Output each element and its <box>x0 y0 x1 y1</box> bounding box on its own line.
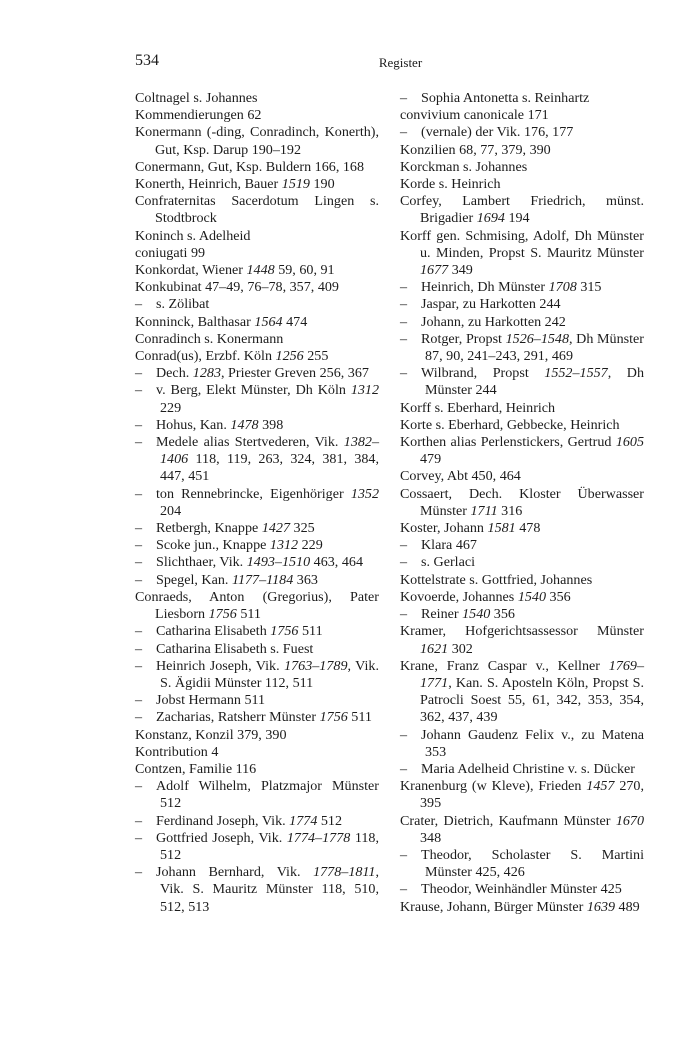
subentry-dash: – <box>135 554 143 571</box>
index-subentry <box>400 537 644 554</box>
entry-text: , Vik. S. Mauritz Münster 118, 510, 512, 513 <box>160 864 379 915</box>
entry-year: 1564 <box>254 313 283 330</box>
index-subentry <box>135 554 379 571</box>
subentry-dash: – <box>135 537 143 554</box>
entry-text: Koster, Johann <box>400 520 488 537</box>
entry-text: 511 <box>298 623 323 640</box>
index-subentry <box>135 692 379 709</box>
index-entry <box>135 228 379 245</box>
subentry-dash: – <box>135 829 143 846</box>
index-subentry <box>135 778 379 812</box>
entry-text: 348 <box>420 829 442 846</box>
entry-text: 511 <box>347 709 372 726</box>
entry-text: Konkubinat 47–49, 76–78, 357, 409 <box>135 279 339 296</box>
index-subentry <box>135 365 379 382</box>
entry-year: 1519 <box>281 176 310 193</box>
index-entry <box>400 778 644 812</box>
entry-text: 204 <box>160 502 182 519</box>
subentry-dash: – <box>400 296 408 313</box>
entry-text: Konninck, Balthasar <box>135 313 255 330</box>
entry-year: 1581 <box>487 520 516 537</box>
index-subentry <box>400 554 644 571</box>
entry-text: Contzen, Familie 116 <box>135 760 257 777</box>
entry-text: Kontribution 4 <box>135 743 219 760</box>
index-subentry <box>400 847 644 881</box>
entry-text: Jobst Hermann 511 <box>156 692 266 709</box>
entry-text: 229 <box>298 537 323 554</box>
index-entry <box>135 262 379 279</box>
index-subentry <box>135 641 379 658</box>
entry-year: 1763–1789 <box>284 657 348 674</box>
entry-year: 1457 <box>586 778 615 795</box>
subentry-dash: – <box>400 726 408 743</box>
entry-text: , Kan. S. Aposteln Köln, Propst S. Patrocli Soest 55, 61, 342, 353, 354, 362, 437, 439 <box>420 674 644 726</box>
entry-text: Kramer, Hofgerichtsassessor Münster <box>400 623 644 640</box>
subentry-dash: – <box>135 485 143 502</box>
entry-text: , Vik. S. Ägidii Münster 112, 511 <box>160 657 379 691</box>
index-entry <box>400 658 644 727</box>
index-entry <box>135 107 379 124</box>
entry-text: , Priester Greven 256, 367 <box>220 365 369 382</box>
entry-text: s. Gerlaci <box>421 554 476 571</box>
entry-text: 194 <box>504 210 530 227</box>
entry-text: Johann Bernhard, Vik. <box>156 864 314 881</box>
entry-text: Theodor, Weinhändler Münster 425 <box>421 881 622 898</box>
entry-text: 255 <box>303 348 329 365</box>
index-subentry <box>135 486 379 520</box>
entry-text: 489 <box>615 898 640 915</box>
entry-text: Hohus, Kan. <box>156 416 231 433</box>
entry-year: 1540 <box>517 588 546 605</box>
index-entry <box>400 417 644 434</box>
subentry-dash: – <box>135 382 143 399</box>
index-entry <box>135 193 379 227</box>
entry-text: Retbergh, Knappe <box>156 520 262 537</box>
entry-year: 1493–1510 <box>246 554 311 571</box>
index-subentry <box>135 572 379 589</box>
index-entry <box>400 468 644 485</box>
entry-text: Johann Gaudenz Felix v., zu Matena 353 <box>421 726 644 760</box>
entry-text: Confraternitas Sacerdotum Lingen s. Stodtbrock <box>135 193 379 227</box>
index-entry <box>135 348 379 365</box>
index-entry <box>135 245 379 262</box>
entry-text: Krane, Franz Caspar v., Kellner <box>400 657 609 674</box>
entry-text: 511 <box>236 606 261 623</box>
index-subentry <box>400 90 644 107</box>
index-entry <box>135 90 379 107</box>
index-subentry <box>135 709 379 726</box>
entry-year: 1677 <box>420 262 449 279</box>
entry-year: 1552–1557 <box>544 365 608 382</box>
index-subentry <box>135 382 379 416</box>
entry-text: Catharina Elisabeth s. Fuest <box>156 640 314 657</box>
entry-text: Reiner <box>421 606 463 623</box>
entry-text: convivium canonicale 171 <box>400 107 549 124</box>
entry-text: Catharina Elisabeth <box>156 623 271 640</box>
entry-text: Kottelstrate s. Gottfried, Johannes <box>400 571 593 588</box>
entry-text: 229 <box>160 399 182 416</box>
entry-text: Adolf Wilhelm, Platzmajor Münster 512 <box>156 778 379 812</box>
subentry-dash: – <box>400 760 408 777</box>
entry-year: 1756 <box>208 606 237 623</box>
entry-text: Krause, Johann, Bürger Münster <box>400 898 587 915</box>
entry-text: , Dh Münster 244 <box>425 365 644 399</box>
entry-text: 190 <box>309 176 335 193</box>
entry-text: Crater, Dietrich, Kaufmann Münster <box>400 812 616 829</box>
subentry-dash: – <box>135 434 143 451</box>
entry-text: v. Berg, Elekt Münster, Dh Köln <box>156 382 351 399</box>
entry-text: Konstanz, Konzil 379, 390 <box>135 726 287 743</box>
index-entry <box>400 159 644 176</box>
index-entry <box>400 813 644 847</box>
index-entry <box>400 434 644 468</box>
entry-text: Korckman s. Johannes <box>400 158 528 175</box>
entry-text: Conrad(us), Erzbf. Köln <box>135 348 276 365</box>
subentry-dash: – <box>400 606 408 623</box>
entry-text: Corfey, Lambert Friedrich, münst. Brigadier <box>400 193 644 227</box>
entry-text: 479 <box>420 451 442 468</box>
entry-text: Spegel, Kan. <box>156 571 232 588</box>
subentry-dash: – <box>400 537 408 554</box>
entry-text: Conermann, Gut, Ksp. Buldern 166, 168 <box>135 158 365 175</box>
entry-text: 349 <box>448 262 473 279</box>
entry-text: Medele alias Stertvederen, Vik. <box>156 434 344 451</box>
index-entry <box>135 727 379 744</box>
entry-text: (vernale) der Vik. 176, 177 <box>421 124 574 141</box>
entry-text: Koninch s. Adelheid <box>135 227 251 244</box>
entry-text: ton Rennebrincke, Eigenhöriger <box>156 485 351 502</box>
index-entry <box>400 520 644 537</box>
index-subentry <box>135 623 379 640</box>
entry-text: Jaspar, zu Harkotten 244 <box>421 296 561 313</box>
entry-text: Konerth, Heinrich, Bauer <box>135 176 282 193</box>
index-entry <box>400 486 644 520</box>
entry-text: Korff gen. Schmising, Adolf, Dh Münster u. Minden, Propst S. Mauritz Münster <box>400 227 644 261</box>
entry-text: Konermann (-ding, Conradinch, Konerth), Gut, Ksp. Darup 190–192 <box>135 124 379 158</box>
entry-year: 1382–1406 <box>160 434 379 468</box>
index-entry <box>135 331 379 348</box>
entry-text: Klara 467 <box>421 537 477 554</box>
index-subentry <box>400 365 644 399</box>
subentry-dash: – <box>135 623 143 640</box>
entry-text: 463, 464 <box>310 554 363 571</box>
entry-year: 1312 <box>350 382 379 399</box>
subentry-dash: – <box>135 692 143 709</box>
entry-year: 1694 <box>476 210 505 227</box>
subentry-dash: – <box>135 571 143 588</box>
entry-text: Konkordat, Wiener <box>135 262 247 279</box>
entry-text: 325 <box>290 520 315 537</box>
subentry-dash: – <box>400 330 408 347</box>
subentry-dash: – <box>135 640 143 657</box>
entry-year: 1774 <box>289 812 318 829</box>
index-subentry <box>400 331 644 365</box>
subentry-dash: – <box>135 709 143 726</box>
index-subentry <box>135 830 379 864</box>
index-entry <box>135 314 379 331</box>
entry-year: 1256 <box>275 348 304 365</box>
index-subentry <box>135 658 379 692</box>
index-entry <box>400 228 644 280</box>
entry-text: Heinrich Joseph, Vik. <box>156 657 285 674</box>
entry-year: 1778–1811 <box>313 864 376 881</box>
entry-text: Conradinch s. Konermann <box>135 330 284 347</box>
subentry-dash: – <box>400 846 408 863</box>
entry-text: s. Zölibat <box>156 296 210 313</box>
index-entry <box>135 124 379 158</box>
entry-year: 1756 <box>319 709 348 726</box>
entry-text: 363 <box>293 571 318 588</box>
entry-text: Kranenburg (w Kleve), Frieden <box>400 778 587 795</box>
entry-year: 1605 <box>615 434 644 451</box>
index-subentry <box>400 881 644 898</box>
entry-text: Sophia Antonetta s. Reinhartz <box>421 90 590 106</box>
entry-year: 1621 <box>420 640 449 657</box>
entry-text: Slichthaer, Vik. <box>156 554 247 571</box>
subentry-dash: – <box>135 296 143 313</box>
index-subentry <box>400 296 644 313</box>
entry-text: 512 <box>317 812 343 829</box>
subentry-dash: – <box>135 416 143 433</box>
index-column-right <box>400 90 644 916</box>
entry-year: 1670 <box>615 812 644 829</box>
entry-text: Johann, zu Harkotten 242 <box>421 313 566 330</box>
index-subentry <box>135 417 379 434</box>
index-subentry <box>135 537 379 554</box>
page-header <box>135 52 646 74</box>
entry-text: Wilbrand, Propst <box>421 365 545 382</box>
entry-text: Theodor, Scholaster S. Martini Münster 425, 426 <box>421 846 644 881</box>
entry-text: 356 <box>546 588 571 605</box>
entry-text: Scoke jun., Knappe <box>156 537 270 554</box>
index-subentry <box>135 864 379 916</box>
entry-text: 59, 60, 91 <box>274 262 335 279</box>
index-entry <box>400 899 644 916</box>
subentry-dash: – <box>135 365 143 382</box>
subentry-dash: – <box>400 90 408 106</box>
index-entry <box>135 159 379 176</box>
subentry-dash: – <box>135 864 143 881</box>
entry-text: Gottfried Joseph, Vik. <box>156 829 287 846</box>
index-subentry <box>400 124 644 141</box>
subentry-dash: – <box>400 313 408 330</box>
entry-text: Zacharias, Ratsherr Münster <box>156 709 320 726</box>
subentry-dash: – <box>400 365 408 382</box>
index-entry <box>400 193 644 227</box>
entry-year: 1711 <box>470 502 498 519</box>
entry-year: 1639 <box>586 898 616 915</box>
index-entry <box>400 589 644 606</box>
subentry-dash: – <box>400 279 408 296</box>
entry-text: 302 <box>448 640 473 657</box>
entry-year: 1312 <box>269 537 299 554</box>
index-subentry <box>135 434 379 486</box>
index-subentry <box>135 296 379 313</box>
entry-text: 474 <box>282 313 308 330</box>
index-subentry <box>400 761 644 778</box>
entry-text: Heinrich, Dh Münster <box>421 279 549 296</box>
subentry-dash: – <box>135 520 143 537</box>
entry-text: Maria Adelheid Christine v. s. Dücker <box>421 760 635 777</box>
entry-year: 1177–1184 <box>231 571 294 588</box>
entry-text: Dech. <box>156 365 193 382</box>
index-column-left <box>135 90 379 916</box>
index-entry <box>400 623 644 657</box>
entry-text: Ferdinand Joseph, Vik. <box>156 812 290 829</box>
entry-year: 1478 <box>230 416 259 433</box>
index-entry <box>135 176 379 193</box>
subentry-dash: – <box>135 657 143 674</box>
entry-text: Corvey, Abt 450, 464 <box>400 468 521 485</box>
entry-year: 1448 <box>246 262 275 279</box>
entry-text: Kommendierungen 62 <box>135 107 262 124</box>
entry-text: Korde s. Heinrich <box>400 176 501 193</box>
index-entry <box>135 744 379 761</box>
entry-text: Korte s. Eberhard, Gebbecke, Heinrich <box>400 416 620 433</box>
subentry-dash: – <box>135 812 143 829</box>
index-subentry <box>400 606 644 623</box>
entry-text: Konzilien 68, 77, 379, 390 <box>400 141 551 158</box>
entry-text: 118, 512 <box>160 829 380 863</box>
entry-text: Kovoerde, Johannes <box>400 588 518 605</box>
index-entry <box>135 279 379 296</box>
entry-text: Cossaert, Dech. Kloster Überwasser Münster <box>400 485 644 519</box>
index-entry <box>135 589 379 623</box>
subentry-dash: – <box>400 554 408 571</box>
entry-year: 1769–1771 <box>420 657 644 691</box>
index-entry <box>400 176 644 193</box>
entry-year: 1526–1548 <box>505 330 570 347</box>
entry-year: 1708 <box>548 279 577 296</box>
entry-text: 478 <box>515 520 541 537</box>
index-subentry <box>400 727 644 761</box>
entry-text: 356 <box>490 606 515 623</box>
entry-year: 1540 <box>462 606 491 623</box>
index-subentry <box>400 279 644 296</box>
entry-text: 118, 119, 263, 324, 381, 384, 447, 451 <box>160 451 379 485</box>
subentry-dash: – <box>400 124 408 141</box>
entry-text: 316 <box>497 502 523 519</box>
entry-text: , Dh Münster 87, 90, 241–243, 291, 469 <box>425 330 644 365</box>
index-entry <box>400 142 644 159</box>
entry-text: 315 <box>576 279 602 296</box>
entry-text: Korthen alias Perlenstickers, Gertrud <box>400 434 616 451</box>
entry-year: 1427 <box>261 520 290 537</box>
running-head: Register <box>378 55 423 70</box>
entry-text: Conraeds, Anton (Gregorius), Pater Liesborn <box>135 588 379 623</box>
entry-text: 270, 395 <box>420 778 644 812</box>
entry-text: 398 <box>258 416 284 433</box>
index-subentry <box>135 813 379 830</box>
index-subentry <box>400 314 644 331</box>
index-entry <box>400 572 644 589</box>
entry-year: 1352 <box>350 485 379 502</box>
entry-text: coniugati 99 <box>135 244 206 261</box>
entry-text: Rotger, Propst <box>421 330 506 347</box>
index-subentry <box>135 520 379 537</box>
subentry-dash: – <box>400 881 408 898</box>
page-number: 534 <box>135 52 159 69</box>
index-entry <box>400 400 644 417</box>
index-entry <box>400 107 644 124</box>
subentry-dash: – <box>135 778 143 795</box>
entry-text: Korff s. Eberhard, Heinrich <box>400 399 556 416</box>
index-entry <box>135 761 379 778</box>
entry-year: 1774–1778 <box>286 829 351 846</box>
entry-text: Coltnagel s. Johannes <box>135 90 258 106</box>
entry-year: 1756 <box>270 623 299 640</box>
entry-year: 1283 <box>192 365 221 382</box>
